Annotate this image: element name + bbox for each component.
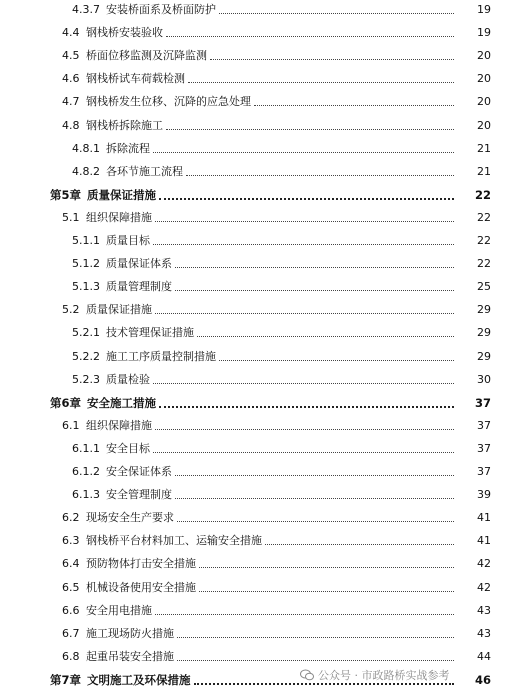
- toc-section-number: 4.4: [62, 26, 80, 40]
- toc-leader-dots: [188, 82, 454, 83]
- toc-leader-dots: [175, 498, 454, 499]
- toc-leader-dots: [199, 591, 454, 592]
- toc-section-title: 质量管理制度: [106, 280, 172, 294]
- toc-section-title: 钢栈桥发生位移、沉降的应急处理: [86, 95, 251, 109]
- toc-page-number: 22: [477, 210, 491, 224]
- toc-section-number: 6.1: [62, 418, 80, 432]
- toc-section-title: 起重吊装安全措施: [86, 649, 174, 663]
- toc-row[interactable]: [0, 532, 521, 550]
- toc-section-number: 5.2.3: [72, 372, 100, 386]
- toc-page-number: 43: [477, 626, 491, 640]
- toc-row[interactable]: [0, 440, 521, 458]
- toc-section-title: 安全用电措施: [86, 603, 152, 617]
- toc-row[interactable]: [0, 93, 521, 111]
- toc-leader-dots: [177, 637, 454, 638]
- toc-leader-dots: [175, 475, 454, 476]
- toc-page-number: 46: [474, 672, 491, 687]
- toc-section-number: 第7章: [50, 672, 82, 687]
- toc-leader-dots: [166, 36, 454, 37]
- toc-page-number: 22: [477, 234, 491, 247]
- toc-row[interactable]: [0, 648, 521, 666]
- toc-section-title: 质量检验: [106, 372, 150, 386]
- toc-row[interactable]: [0, 1, 521, 19]
- toc-page-number: 42: [477, 580, 491, 594]
- toc-page-number: 43: [477, 603, 491, 617]
- toc-section-title: 安全目标: [106, 441, 150, 455]
- toc-page-number: 20: [477, 72, 491, 86]
- toc-section-number: 5.2: [62, 303, 80, 317]
- toc-row[interactable]: [0, 278, 521, 296]
- toc-leader-dots: [219, 13, 454, 14]
- toc-section-number: 第6章: [50, 395, 82, 410]
- toc-section-title: 钢栈桥试车荷载检测: [86, 72, 185, 86]
- toc-page-number: 37: [477, 441, 491, 455]
- toc-page-number: 19: [477, 26, 491, 40]
- toc-leader-dots: [153, 383, 454, 384]
- toc-row[interactable]: [0, 209, 521, 227]
- toc-section-number: 4.8.1: [72, 141, 100, 155]
- toc-leader-dots: [186, 175, 454, 176]
- toc-section-title: 钢栈桥平台材料加工、运输安全措施: [86, 534, 262, 548]
- toc-leader-dots: [219, 360, 454, 361]
- toc-section-title: 安全施工措施: [87, 395, 156, 410]
- toc-section-title: 施工工序质量控制措施: [106, 349, 216, 363]
- toc-section-title: 质量目标: [106, 234, 150, 247]
- toc-leader-dots: [197, 336, 454, 337]
- toc-leader-dots: [177, 521, 454, 522]
- wechat-icon: [300, 669, 314, 681]
- toc-chapter-row[interactable]: [0, 394, 521, 412]
- toc-page-number: 41: [477, 511, 491, 525]
- toc-row[interactable]: [0, 625, 521, 643]
- toc-row[interactable]: [0, 70, 521, 88]
- toc-row[interactable]: [0, 301, 521, 319]
- toc-section-title: 机械设备使用安全措施: [86, 580, 196, 594]
- toc-section-number: 4.7: [62, 95, 80, 109]
- toc-row[interactable]: [0, 486, 521, 504]
- toc-leader-dots: [155, 313, 454, 314]
- toc-leader-dots: [166, 129, 454, 130]
- toc-row[interactable]: [0, 463, 521, 481]
- toc-section-title: 安装桥面系及桥面防护: [106, 3, 216, 16]
- toc-section-number: 4.8.2: [72, 164, 100, 178]
- toc-section-number: 4.6: [62, 72, 80, 86]
- toc-section-title: 安全保证体系: [106, 465, 172, 478]
- toc-section-title: 桥面位移监测及沉降监测: [86, 49, 207, 63]
- toc-row[interactable]: [0, 555, 521, 573]
- toc-page-number: 20: [477, 95, 491, 109]
- toc-section-number: 6.2: [62, 511, 80, 525]
- toc-section-number: 6.8: [62, 649, 80, 663]
- toc-section-number: 6.7: [62, 626, 80, 640]
- toc-row[interactable]: [0, 602, 521, 620]
- toc-leader-dots: [153, 244, 454, 245]
- toc-leader-dots: [159, 198, 454, 200]
- toc-page-number: 42: [477, 557, 491, 571]
- toc-section-title: 钢栈桥拆除施工: [86, 118, 163, 132]
- toc-leader-dots: [155, 614, 454, 615]
- toc-section-number: 4.8: [62, 118, 80, 132]
- toc-row[interactable]: [0, 255, 521, 273]
- toc-section-title: 拆除流程: [106, 141, 150, 155]
- toc-section-title: 预防物体打击安全措施: [86, 557, 196, 571]
- toc-leader-dots: [159, 406, 454, 408]
- toc-section-number: 6.3: [62, 534, 80, 548]
- toc-section-title: 质量保证措施: [86, 303, 152, 317]
- toc-page-number: 20: [477, 49, 491, 63]
- toc-page-number: 20: [477, 118, 491, 132]
- toc-page-number: 29: [477, 303, 491, 317]
- toc-section-number: 4.5: [62, 49, 80, 63]
- toc-row[interactable]: [0, 324, 521, 342]
- toc-section-title: 技术管理保证措施: [106, 326, 194, 340]
- toc-section-title: 钢栈桥安装验收: [86, 26, 163, 40]
- toc-section-title: 安全管理制度: [106, 488, 172, 502]
- toc-leader-dots: [175, 267, 454, 268]
- toc-section-title: 组织保障措施: [86, 210, 152, 224]
- toc-page-number: 29: [477, 326, 491, 340]
- watermark: [300, 666, 450, 686]
- toc-section-number: 6.1.3: [72, 488, 100, 502]
- toc-leader-dots: [254, 105, 454, 106]
- toc-section-title: 现场安全生产要求: [86, 511, 174, 525]
- toc-section-number: 6.6: [62, 603, 80, 617]
- toc-section-number: 5.1: [62, 210, 80, 224]
- toc-page-number: 21: [477, 164, 491, 178]
- toc-row[interactable]: [0, 232, 521, 250]
- toc-section-number: 4.3.7: [72, 3, 100, 16]
- toc-row[interactable]: [0, 47, 521, 65]
- toc-page-number: 22: [474, 187, 491, 202]
- toc-leader-dots: [199, 567, 454, 568]
- toc-row[interactable]: [0, 579, 521, 597]
- toc-leader-dots: [265, 544, 454, 545]
- toc-section-title: 质量保证体系: [106, 257, 172, 271]
- toc-page-number: 41: [477, 534, 491, 548]
- toc-leader-dots: [153, 152, 454, 153]
- toc-row[interactable]: [0, 348, 521, 366]
- toc-leader-dots: [155, 429, 454, 430]
- toc-section-number: 6.5: [62, 580, 80, 594]
- toc-section-number: 6.1.1: [72, 441, 100, 455]
- toc-page-number: 22: [477, 257, 491, 271]
- toc-leader-dots: [177, 660, 454, 661]
- toc-section-number: 5.1.1: [72, 234, 100, 247]
- toc-section-title: 质量保证措施: [87, 187, 156, 202]
- toc-row[interactable]: [0, 24, 521, 42]
- toc-leader-dots: [155, 221, 454, 222]
- toc-section-number: 5.1.2: [72, 257, 100, 271]
- toc-row[interactable]: [0, 163, 521, 181]
- toc-leader-dots: [210, 59, 454, 60]
- toc-leader-dots: [175, 290, 454, 291]
- toc-page-number: 25: [477, 280, 491, 294]
- toc-page-number: 30: [477, 372, 491, 386]
- toc-page-number: 19: [477, 3, 491, 16]
- watermark-text: 公众号 · 市政路桥实战参考: [318, 669, 450, 682]
- toc-page-number: 39: [477, 488, 491, 502]
- toc-page-number: 37: [477, 418, 491, 432]
- toc-section-number: 6.4: [62, 557, 80, 571]
- toc-row[interactable]: [0, 140, 521, 158]
- toc-section-number: 第5章: [50, 187, 82, 202]
- toc-section-title: 文明施工及环保措施: [87, 672, 191, 687]
- toc-page-number: 29: [477, 349, 491, 363]
- toc-page-number: 21: [477, 141, 491, 155]
- toc-row[interactable]: [0, 371, 521, 389]
- toc-row[interactable]: [0, 509, 521, 527]
- toc-page-number: 37: [477, 465, 491, 478]
- toc-leader-dots: [153, 452, 454, 453]
- toc-section-number: 5.2.2: [72, 349, 100, 363]
- toc-page-number: 44: [477, 649, 491, 663]
- toc-section-title: 组织保障措施: [86, 418, 152, 432]
- toc-chapter-row[interactable]: [0, 186, 521, 204]
- toc-row[interactable]: [0, 417, 521, 435]
- toc-section-number: 5.2.1: [72, 326, 100, 340]
- toc-section-title: 施工现场防火措施: [86, 626, 174, 640]
- toc-section-number: 6.1.2: [72, 465, 100, 478]
- toc-row[interactable]: [0, 117, 521, 135]
- toc-page-number: 37: [474, 395, 491, 410]
- toc-section-title: 各环节施工流程: [106, 164, 183, 178]
- toc-section-number: 5.1.3: [72, 280, 100, 294]
